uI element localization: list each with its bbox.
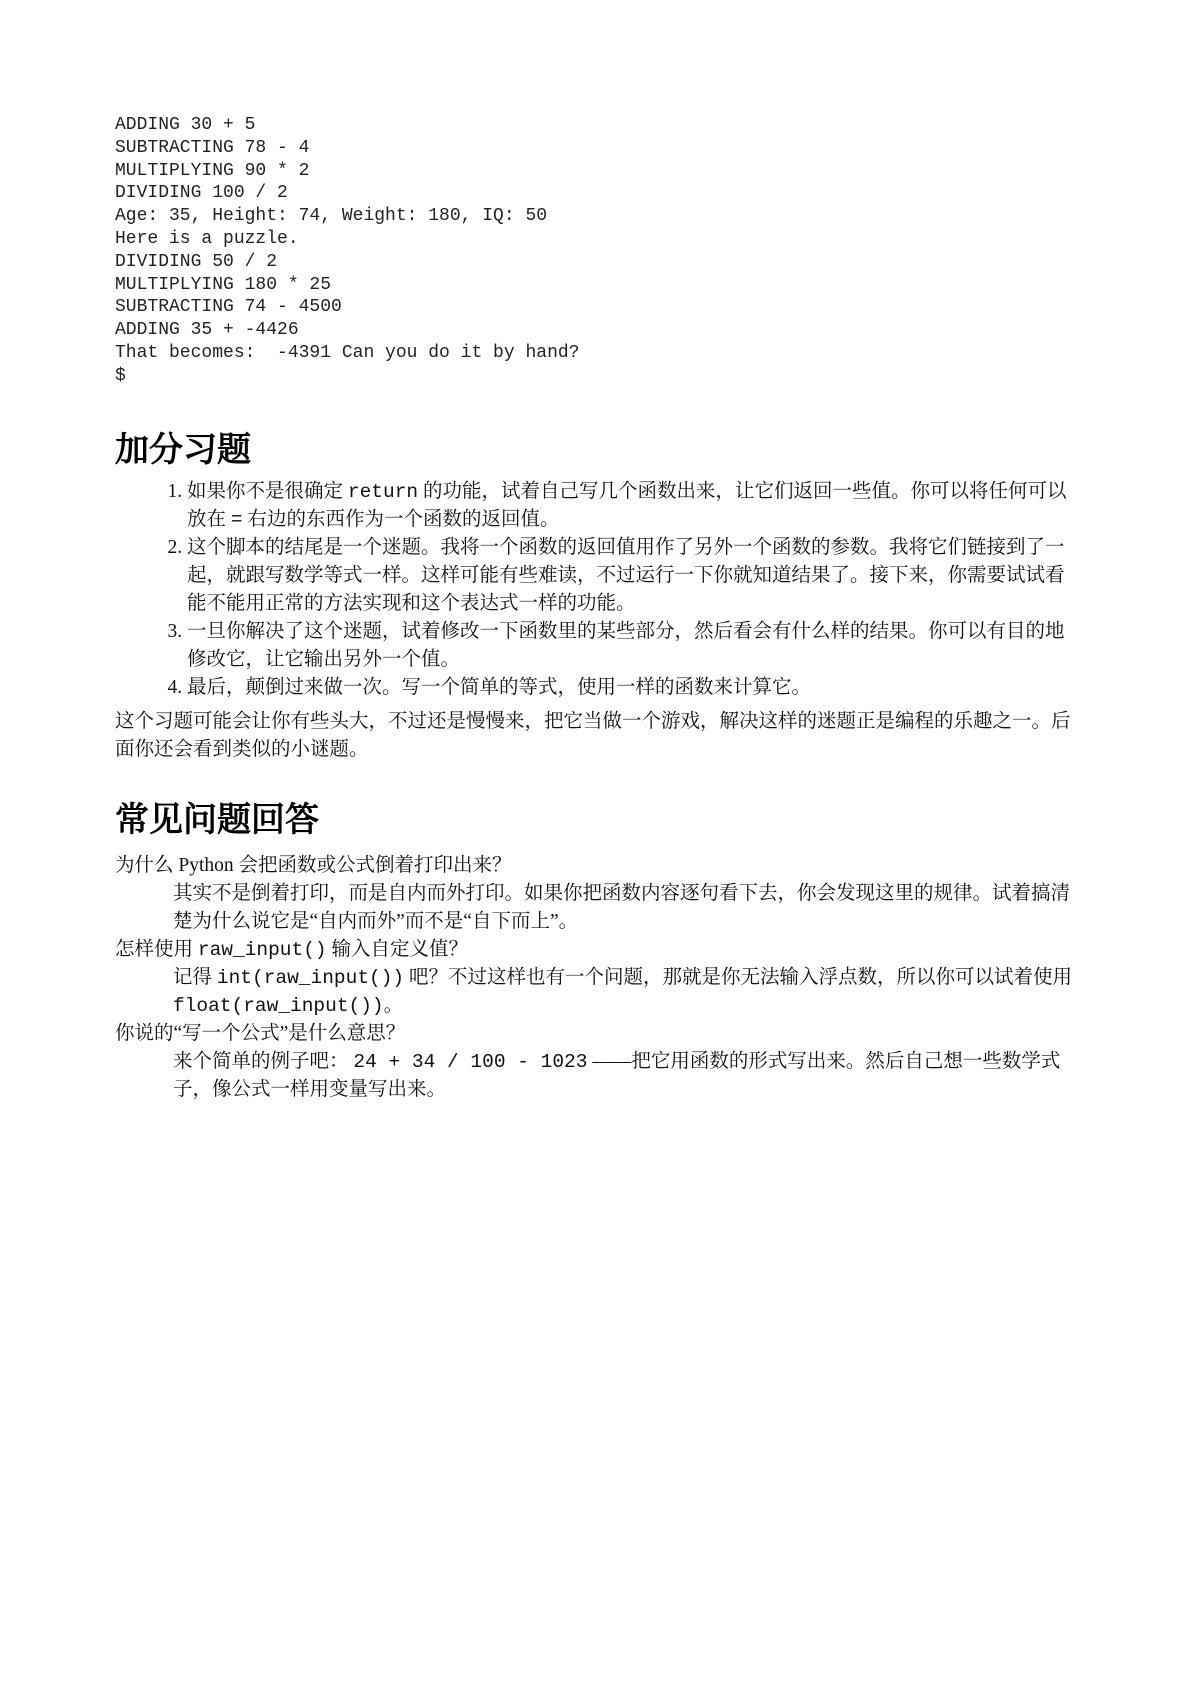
code-line: ADDING 35 + -4426 xyxy=(115,320,299,341)
code-line: MULTIPLYING 90 * 2 xyxy=(115,160,310,181)
code-line: Age: 35, Height: 74, Weight: 180, IQ: 50 xyxy=(115,206,548,227)
answer-text: 记得 xyxy=(173,966,213,988)
bonus-heading: 加分习题 xyxy=(115,429,251,470)
code-line: ADDING 30 + 5 xyxy=(115,115,256,135)
faq-answer: 其实不是倒着打印，而是自内而外打印。如果你把函数内容逐句看下去，你会发现这里的规律。试着搞清楚为什么说它是“自内而外”而不是“自下而上”。 xyxy=(173,882,1071,932)
document-page xyxy=(115,114,1075,1104)
code-line: $ xyxy=(115,365,126,386)
list-item xyxy=(187,478,1075,534)
inline-code: raw_input() xyxy=(197,938,327,961)
answer-text: ——把它用函数的形式写出来。然后自己想一些数学式子，像公式一样用变量写出来。 xyxy=(173,1050,1061,1100)
code-line: DIVIDING 50 / 2 xyxy=(115,251,278,272)
answer-text: 来个简单的例子吧： xyxy=(173,1050,349,1072)
faq-answer xyxy=(173,1048,1075,1104)
question-text: 输入自定义值？ xyxy=(331,938,469,960)
code-output-block xyxy=(115,114,1075,388)
faq-question: 为什么 Python 会把函数或公式倒着打印出来？ xyxy=(115,854,512,876)
inline-code: float(raw_input()) xyxy=(173,994,384,1017)
code-line: That becomes: -4391 Can you do it by hand? xyxy=(115,342,580,363)
code-line: MULTIPLYING 180 * 25 xyxy=(115,274,332,295)
inline-code: int(raw_input()) xyxy=(216,966,405,989)
list-item: 3. 一旦你解决了这个迷题，试着修改一下函数里的某些部分，然后看会有什么样的结果。你可以有目的地修改它，让它输出另外一个值。 xyxy=(187,618,1075,674)
faq-heading: 常见问题回答 xyxy=(115,799,319,840)
inline-code: return xyxy=(347,480,419,503)
faq-answer xyxy=(173,964,1075,1020)
question-text: 怎样使用 xyxy=(115,938,194,960)
code-line: SUBTRACTING 78 - 4 xyxy=(115,137,310,158)
item-text: 右边的东西作为一个函数的返回值。 xyxy=(247,508,560,530)
item-text: 如果你不是很确定 xyxy=(187,480,344,502)
faq-question xyxy=(115,936,1075,964)
faq-list xyxy=(115,852,1075,1104)
bonus-exercise-list xyxy=(115,478,1075,702)
code-line: SUBTRACTING 74 - 4500 xyxy=(115,297,342,318)
answer-text: 吧？不过这样也有一个问题，那就是你无法输入浮点数，所以你可以试着使用 xyxy=(409,966,1073,988)
code-line: Here is a puzzle. xyxy=(115,228,299,249)
list-item: 4. 最后，颠倒过来做一次。写一个简单的等式，使用一样的函数来计算它。 xyxy=(187,674,1075,702)
faq-question: 你说的“写一个公式”是什么意思？ xyxy=(115,1022,406,1044)
inline-code: 24 + 34 / 100 - 1023 xyxy=(353,1050,588,1073)
bonus-paragraph: 这个习题可能会让你有些头大，不过还是慢慢来，把它当做一个游戏，解决这样的迷题正是编程的乐趣之一。后面你还会看到类似的小谜题。 xyxy=(115,710,1071,760)
list-item: 2. 这个脚本的结尾是一个迷题。我将一个函数的返回值用作了另外一个函数的参数。我将它们链接到了一起，就跟写数学等式一样。这样可能有些难读，不过运行一下你就知道结果了。接下来，你需要试试看能不能用正常的方法实现和这个表达式一样的功能。 xyxy=(187,534,1075,618)
item-text: 的功能，试着自己写几个函数出来，让它们返回一些值。你可以将任何可以放在 xyxy=(187,480,1067,530)
answer-text: 。 xyxy=(383,994,404,1016)
inline-code: = xyxy=(230,508,243,531)
code-line: DIVIDING 100 / 2 xyxy=(115,183,288,204)
